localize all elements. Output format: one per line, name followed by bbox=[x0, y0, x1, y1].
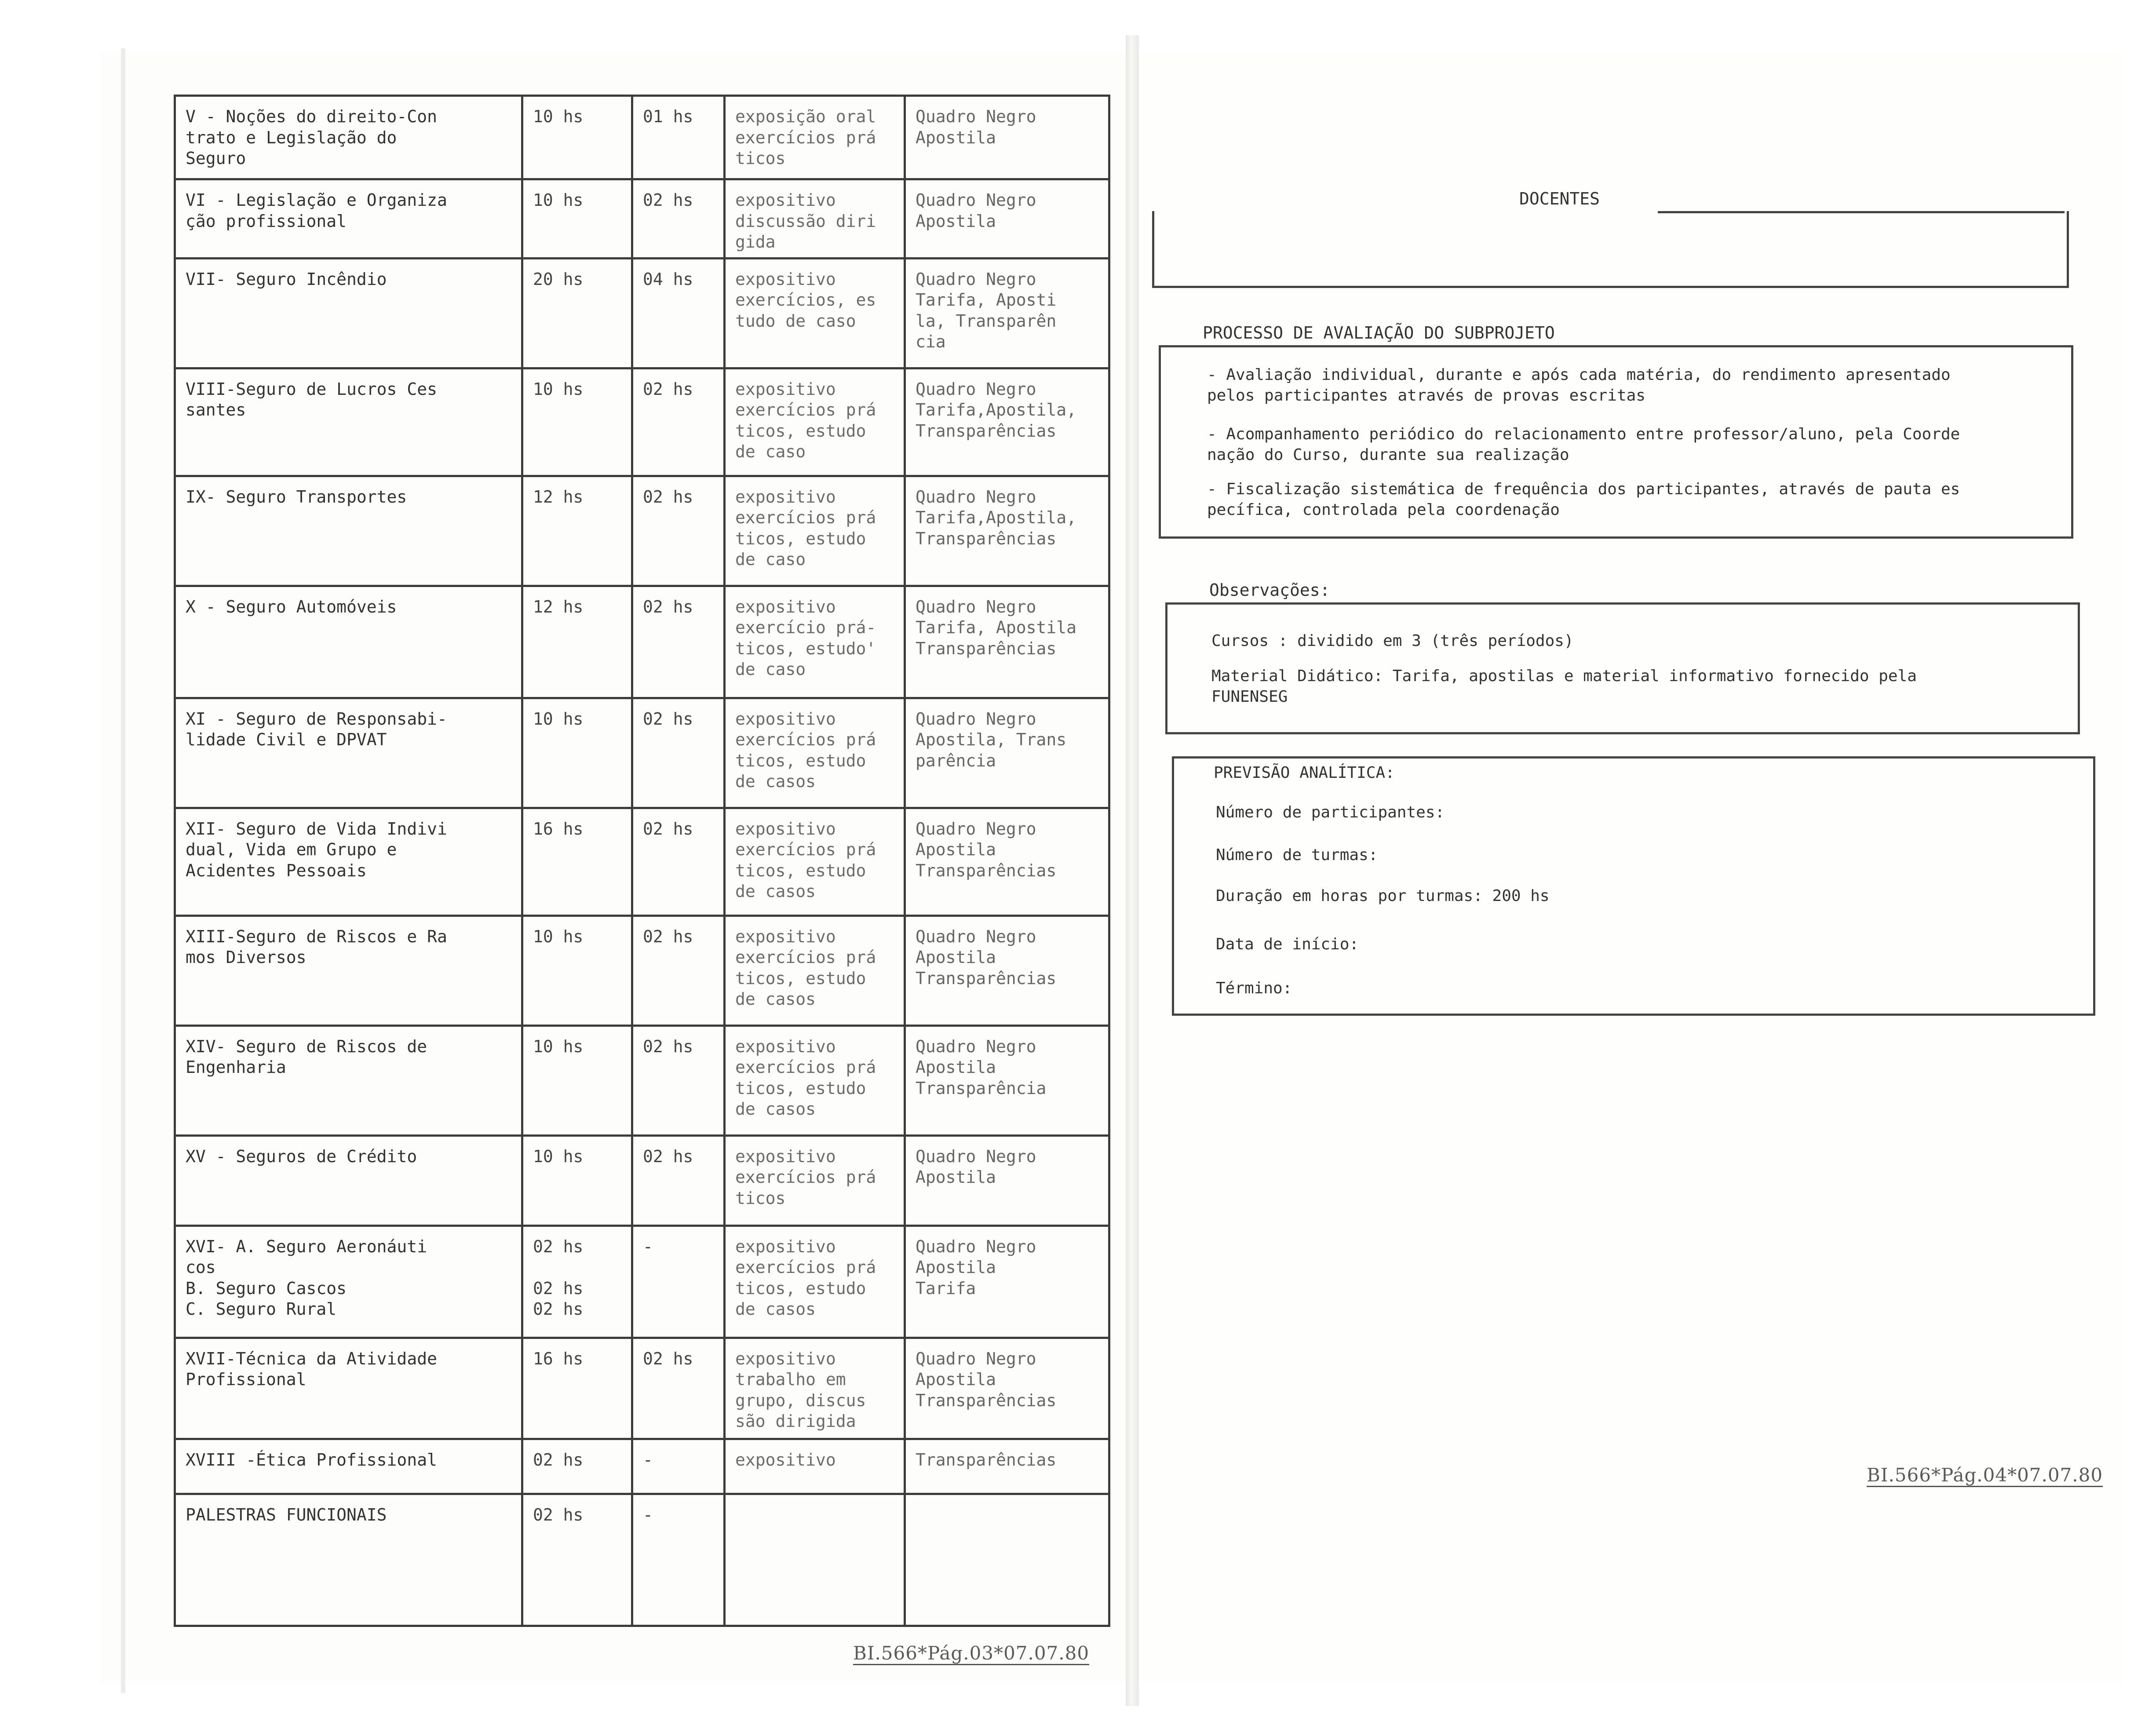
course-resources-cell: Quadro Negro Apostila Transparência bbox=[905, 1025, 1109, 1135]
course-resources-cell: Quadro Negro Apostila Transparências bbox=[905, 808, 1109, 915]
course-hours-cell: 02 hs 02 hs 02 hs bbox=[522, 1225, 632, 1338]
course-hours-cell: 10 hs bbox=[522, 698, 632, 808]
course-resources-cell: Quadro Negro Apostila bbox=[905, 1135, 1109, 1225]
course-resources-cell: Quadro Negro Apostila Tarifa bbox=[905, 1225, 1109, 1338]
course-topic-cell: XVIII -Ética Profissional bbox=[175, 1439, 522, 1494]
docentes-box bbox=[1152, 211, 2069, 288]
course-table-row bbox=[175, 915, 1109, 1025]
course-hours-cell: 16 hs bbox=[522, 1338, 632, 1439]
course-table-row bbox=[175, 1439, 1109, 1494]
avaliacao-item-3: - Fiscalização sistemática de frequência dos participantes, através de pauta es pecífica, controlada pela coordenação bbox=[1207, 480, 1960, 519]
course-topic-cell: XI - Seguro de Responsabi- lidade Civil e DPVAT bbox=[175, 698, 522, 808]
course-table-row bbox=[175, 1135, 1109, 1225]
course-hours-per-week-cell: 02 hs bbox=[632, 1135, 725, 1225]
course-method-cell: expositivo exercícios prá ticos, estudo de caso bbox=[725, 368, 905, 476]
course-hours-cell: 02 hs bbox=[522, 1439, 632, 1494]
course-topic-cell: X - Seguro Automóveis bbox=[175, 586, 522, 698]
course-hours-cell: 10 hs bbox=[522, 179, 632, 259]
course-resources-cell: Quadro Negro Apostila, Trans parência bbox=[905, 698, 1109, 808]
course-topic-cell: XVII-Técnica da Atividade Profissional bbox=[175, 1338, 522, 1439]
course-hours-cell: 10 hs bbox=[522, 368, 632, 476]
observacoes-cursos: Cursos : dividido em 3 (três períodos) bbox=[1211, 632, 1574, 650]
course-schedule-table bbox=[174, 95, 1110, 1627]
course-method-cell: expositivo discussão diri gida bbox=[725, 179, 905, 259]
course-hours-per-week-cell: 02 hs bbox=[632, 476, 725, 586]
avaliacao-title: PROCESSO DE AVALIAÇÃO DO SUBPROJETO bbox=[1203, 323, 1555, 343]
course-topic-cell: XIV- Seguro de Riscos de Engenharia bbox=[175, 1025, 522, 1135]
course-hours-per-week-cell: - bbox=[632, 1439, 725, 1494]
course-method-cell: expositivo trabalho em grupo, discus são dirigida bbox=[725, 1338, 905, 1439]
course-table-row bbox=[175, 1025, 1109, 1135]
previsao-data-inicio: Data de início: bbox=[1216, 935, 1359, 953]
avaliacao-item-1: - Avaliação individual, durante e após cada matéria, do rendimento apresentado pelos participantes através de provas escritas bbox=[1207, 366, 1951, 405]
course-hours-per-week-cell: 02 hs bbox=[632, 1338, 725, 1439]
course-table-row bbox=[175, 1225, 1109, 1338]
course-method-cell: expositivo exercícios prá ticos, estudo de casos bbox=[725, 808, 905, 915]
course-hours-per-week-cell: 02 hs bbox=[632, 915, 725, 1025]
course-hours-cell: 10 hs bbox=[522, 1135, 632, 1225]
page-binding bbox=[1126, 35, 1139, 1706]
course-hours-cell: 10 hs bbox=[522, 1025, 632, 1135]
course-table-row bbox=[175, 258, 1109, 368]
course-resources-cell: Transparências bbox=[905, 1439, 1109, 1494]
course-topic-cell: VI - Legislação e Organiza ção profissional bbox=[175, 179, 522, 259]
course-hours-per-week-cell: 02 hs bbox=[632, 179, 725, 259]
course-method-cell: exposição oral exercícios prá ticos bbox=[725, 96, 905, 179]
course-topic-cell: VIII-Seguro de Lucros Ces santes bbox=[175, 368, 522, 476]
course-method-cell bbox=[725, 1494, 905, 1626]
course-table-row bbox=[175, 368, 1109, 476]
course-hours-per-week-cell: 04 hs bbox=[632, 258, 725, 368]
course-resources-cell: Quadro Negro Tarifa,Apostila, Transparências bbox=[905, 368, 1109, 476]
course-hours-cell: 12 hs bbox=[522, 586, 632, 698]
course-topic-cell: VII- Seguro Incêndio bbox=[175, 258, 522, 368]
page-footer-left: BI.566*Pág.03*07.07.80 bbox=[853, 1642, 1089, 1665]
docentes-title: DOCENTES bbox=[1519, 189, 1600, 208]
avaliacao-item-2: - Acompanhamento periódico do relacionamento entre professor/aluno, pela Coorde nação do Curso, durante sua realização bbox=[1207, 425, 1960, 464]
course-resources-cell: Quadro Negro Apostila Transparências bbox=[905, 1338, 1109, 1439]
course-resources-cell: Quadro Negro Tarifa,Apostila, Transparências bbox=[905, 476, 1109, 586]
course-hours-per-week-cell: 02 hs bbox=[632, 586, 725, 698]
course-table-row bbox=[175, 808, 1109, 915]
course-topic-cell: XIII-Seguro de Riscos e Ra mos Diversos bbox=[175, 915, 522, 1025]
course-hours-cell: 20 hs bbox=[522, 258, 632, 368]
previsao-termino: Término: bbox=[1216, 979, 1292, 997]
course-hours-per-week-cell: 02 hs bbox=[632, 368, 725, 476]
course-method-cell: expositivo exercícios prá ticos bbox=[725, 1135, 905, 1225]
course-topic-cell: V - Noções do direito-Con trato e Legislação do Seguro bbox=[175, 96, 522, 179]
observacoes-material: Material Didático: Tarifa, apostilas e material informativo fornecido pela FUNENSEG bbox=[1211, 667, 1917, 706]
course-topic-cell: XII- Seguro de Vida Indivi dual, Vida em Grupo e Acidentes Pessoais bbox=[175, 808, 522, 915]
course-table-body bbox=[175, 96, 1109, 1626]
course-hours-per-week-cell: 02 hs bbox=[632, 698, 725, 808]
course-hours-cell: 10 hs bbox=[522, 915, 632, 1025]
course-topic-cell: IX- Seguro Transportes bbox=[175, 476, 522, 586]
course-method-cell: expositivo exercícios prá ticos, estudo de casos bbox=[725, 698, 905, 808]
course-hours-cell: 10 hs bbox=[522, 96, 632, 179]
docentes-box-top bbox=[1658, 211, 2065, 213]
course-hours-per-week-cell: - bbox=[632, 1494, 725, 1626]
course-hours-per-week-cell: - bbox=[632, 1225, 725, 1338]
course-hours-cell: 16 hs bbox=[522, 808, 632, 915]
course-method-cell: expositivo bbox=[725, 1439, 905, 1494]
page-footer-right: BI.566*Pág.04*07.07.80 bbox=[1867, 1464, 2103, 1487]
course-table-row bbox=[175, 179, 1109, 259]
course-resources-cell: Quadro Negro Apostila bbox=[905, 96, 1109, 179]
previsao-participantes: Número de participantes: bbox=[1216, 803, 1445, 821]
course-resources-cell: Quadro Negro Tarifa, Apostila Transparências bbox=[905, 586, 1109, 698]
course-hours-per-week-cell: 01 hs bbox=[632, 96, 725, 179]
course-table-row bbox=[175, 476, 1109, 586]
course-resources-cell: Quadro Negro Apostila Transparências bbox=[905, 915, 1109, 1025]
course-resources-cell: Quadro Negro Tarifa, Aposti la, Transparên cia bbox=[905, 258, 1109, 368]
course-topic-cell: XVI- A. Seguro Aeronáuti cos B. Seguro Cascos C. Seguro Rural bbox=[175, 1225, 522, 1338]
course-method-cell: expositivo exercícios prá ticos, estudo de casos bbox=[725, 1025, 905, 1135]
course-topic-cell: XV - Seguros de Crédito bbox=[175, 1135, 522, 1225]
course-hours-cell: 02 hs bbox=[522, 1494, 632, 1626]
course-method-cell: expositivo exercícios, es tudo de caso bbox=[725, 258, 905, 368]
course-hours-cell: 12 hs bbox=[522, 476, 632, 586]
course-table-row bbox=[175, 586, 1109, 698]
course-method-cell: expositivo exercício prá- ticos, estudo' de caso bbox=[725, 586, 905, 698]
previsao-duracao: Duração em horas por turmas: 200 hs bbox=[1216, 887, 1550, 905]
course-resources-cell bbox=[905, 1494, 1109, 1626]
course-method-cell: expositivo exercícios prá ticos, estudo de casos bbox=[725, 915, 905, 1025]
course-topic-cell: PALESTRAS FUNCIONAIS bbox=[175, 1494, 522, 1626]
course-resources-cell: Quadro Negro Apostila bbox=[905, 179, 1109, 259]
course-hours-per-week-cell: 02 hs bbox=[632, 1025, 725, 1135]
observacoes-title: Observações: bbox=[1209, 580, 1330, 600]
course-hours-per-week-cell: 02 hs bbox=[632, 808, 725, 915]
course-table-row bbox=[175, 698, 1109, 808]
course-method-cell: expositivo exercícios prá ticos, estudo de casos bbox=[725, 1225, 905, 1338]
paper-edge bbox=[121, 48, 125, 1693]
course-table-row bbox=[175, 1338, 1109, 1439]
previsao-title: PREVISÃO ANALÍTICA: bbox=[1214, 764, 1395, 782]
course-table-row bbox=[175, 96, 1109, 179]
previsao-turmas: Número de turmas: bbox=[1216, 846, 1378, 864]
course-table-row bbox=[175, 1494, 1109, 1626]
course-method-cell: expositivo exercícios prá ticos, estudo de caso bbox=[725, 476, 905, 586]
